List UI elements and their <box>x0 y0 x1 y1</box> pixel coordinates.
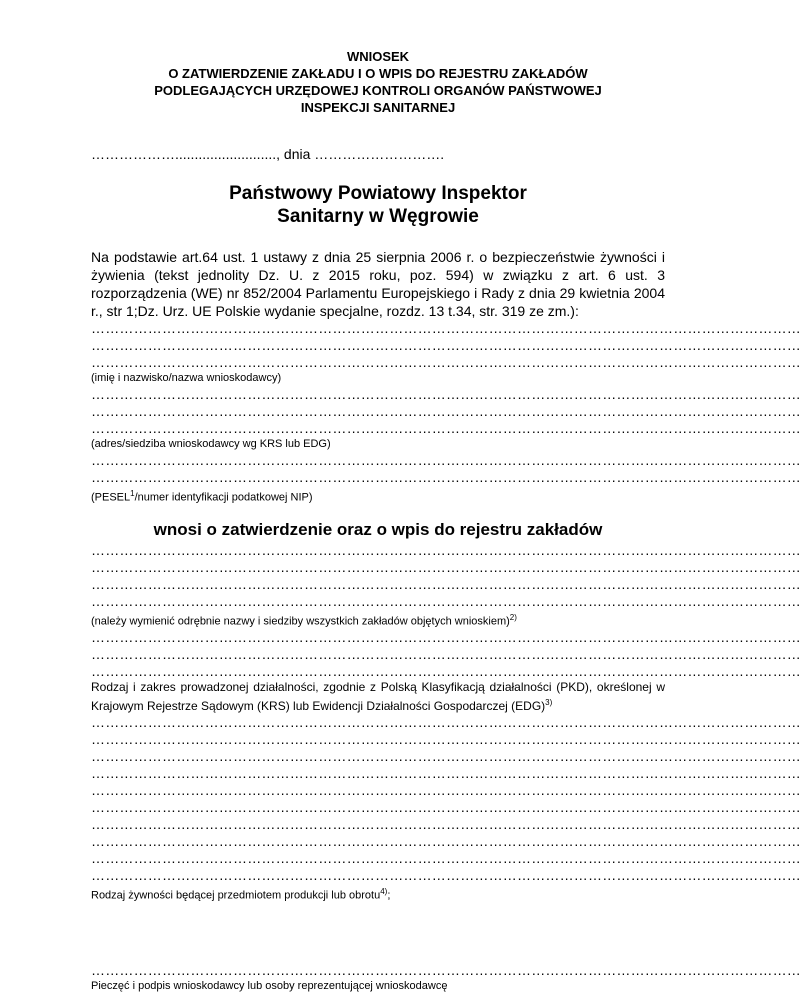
food-type-caption-text: Rodzaj żywności będącej przedmiotem produkcji lub obrotu <box>91 889 381 902</box>
applicant-address-field[interactable]: …………………………………………………………………………………………………………………………………… <box>91 420 801 436</box>
footnote-mark: 1 <box>130 489 135 498</box>
establishments-field[interactable]: …………………………………………………………………………………………………………………………………… <box>91 541 801 558</box>
header-line-1: WNIOSEK <box>346 49 410 64</box>
footnote-mark: 4) <box>380 887 388 897</box>
activity-caption-text: Rodzaj i zakres prowadzonej działalności, zgodnie z Polską Klasyfikacją działalności (PKD), określonej w Krajowym Rejestrze Sądowym (KRS) lub Ewidencji Działalności Gospodarczej (EDG) <box>91 680 665 714</box>
form-header <box>91 48 665 116</box>
application-form <box>91 48 801 994</box>
place-date-field[interactable]: ……………….........................., dnia ………………………. <box>91 146 445 162</box>
pesel-nip-field[interactable]: …………………………………………………………………………………………………………………………………… <box>91 469 801 485</box>
applicant-name-field[interactable]: …………………………………………………………………………………………………………………………………… <box>91 337 801 353</box>
food-type-field[interactable]: …………………………………………………………………………………………………………………………………… <box>91 833 801 850</box>
establishments-caption-text: (należy wymienić odrębnie nazwy i siedziby wszystkich zakładów objętych wnioskiem) <box>91 615 510 628</box>
food-type-field[interactable]: …………………………………………………………………………………………………………………………………… <box>91 799 801 816</box>
addressee-line-1: Państwowy Powiatowy Inspektor <box>229 183 527 204</box>
applicant-address-field[interactable]: …………………………………………………………………………………………………………………………………… <box>91 386 801 402</box>
applicant-address-caption: (adres/siedziba wnioskodawcy wg KRS lub EDG) <box>91 438 331 450</box>
nip-caption-text: /numer identyfikacji podatkowej NIP) <box>134 491 313 504</box>
establishments-caption <box>91 610 665 630</box>
addressee <box>91 182 665 228</box>
signature-space <box>91 904 665 962</box>
establishments-field[interactable]: …………………………………………………………………………………………………………………………………… <box>91 575 801 592</box>
pesel-nip-caption <box>91 486 665 506</box>
applicant-address-field[interactable]: …………………………………………………………………………………………………………………………………… <box>91 403 801 419</box>
activity-field[interactable]: …………………………………………………………………………………………………………………………………… <box>91 646 801 663</box>
food-type-field[interactable]: …………………………………………………………………………………………………………………………………… <box>91 714 801 731</box>
establishments-field[interactable]: …………………………………………………………………………………………………………………………………… <box>91 592 801 609</box>
pesel-caption-text: (PESEL <box>91 491 131 504</box>
request-headline: wnosi o zatwierdzenie oraz o wpis do rejestru zakładów <box>153 519 603 539</box>
activity-caption <box>91 680 665 714</box>
food-type-field[interactable]: …………………………………………………………………………………………………………………………………… <box>91 782 801 799</box>
signature-caption: Pieczęć i podpis wnioskodawcy lub osoby reprezentującej wnioskodawcę <box>91 979 448 992</box>
establishments-field[interactable]: …………………………………………………………………………………………………………………………………… <box>91 558 801 575</box>
food-type-field[interactable]: …………………………………………………………………………………………………………………………………… <box>91 816 801 833</box>
header-line-3: PODLEGAJĄCYCH URZĘDOWEJ KONTROLI ORGANÓW PAŃSTWOWEJ <box>154 83 602 98</box>
footnote-mark: 2) <box>509 612 517 622</box>
legal-basis-paragraph: Na podstawie art.64 ust. 1 ustawy z dnia 25 sierpnia 2006 r. o bezpieczeństwie żywności i żywienia (tekst jednolity Dz. U. z 2015 roku, poz. 594) w związku z art. 6 ust. 3 rozporządzenia (WE) nr 852/2004 Parlamentu Europejskiego i Rady z dnia 29 kwietnia 2004 r., str 1;Dz. Urz. UE Polskie wydanie specjalne, rozdz. 13 t.34, str. 319 ze zm.): <box>91 249 665 319</box>
food-type-field[interactable]: …………………………………………………………………………………………………………………………………… <box>91 748 801 765</box>
food-type-field[interactable]: …………………………………………………………………………………………………………………………………… <box>91 765 801 782</box>
food-type-field[interactable]: …………………………………………………………………………………………………………………………………… <box>91 731 801 748</box>
pesel-nip-field[interactable]: …………………………………………………………………………………………………………………………………… <box>91 452 801 468</box>
food-type-field[interactable]: …………………………………………………………………………………………………………………………………… <box>91 850 801 867</box>
activity-field[interactable]: …………………………………………………………………………………………………………………………………… <box>91 629 801 646</box>
footnote-mark: 3) <box>545 698 553 708</box>
applicant-name-field[interactable]: …………………………………………………………………………………………………………………………………… <box>91 354 801 370</box>
addressee-line-2: Sanitarny w Węgrowie <box>277 206 479 227</box>
header-line-2: O ZATWIERDZENIE ZAKŁADU I O WPIS DO REJESTRU ZAKŁADÓW <box>168 66 588 81</box>
food-type-caption <box>91 884 665 904</box>
food-type-field[interactable]: …………………………………………………………………………………………………………………………………… <box>91 867 801 884</box>
food-type-caption-tail: ; <box>387 889 391 902</box>
applicant-name-caption: (imię i nazwisko/nazwa wnioskodawcy) <box>91 372 282 384</box>
applicant-name-field[interactable]: …………………………………………………………………………………………………………………………………… <box>91 320 801 336</box>
header-line-4: INSPEKCJI SANITARNEJ <box>300 100 456 115</box>
activity-field[interactable]: …………………………………………………………………………………………………………………………………… <box>91 663 801 680</box>
signature-field[interactable]: …………………………………………………………………………………………………………………………………… <box>91 961 801 978</box>
